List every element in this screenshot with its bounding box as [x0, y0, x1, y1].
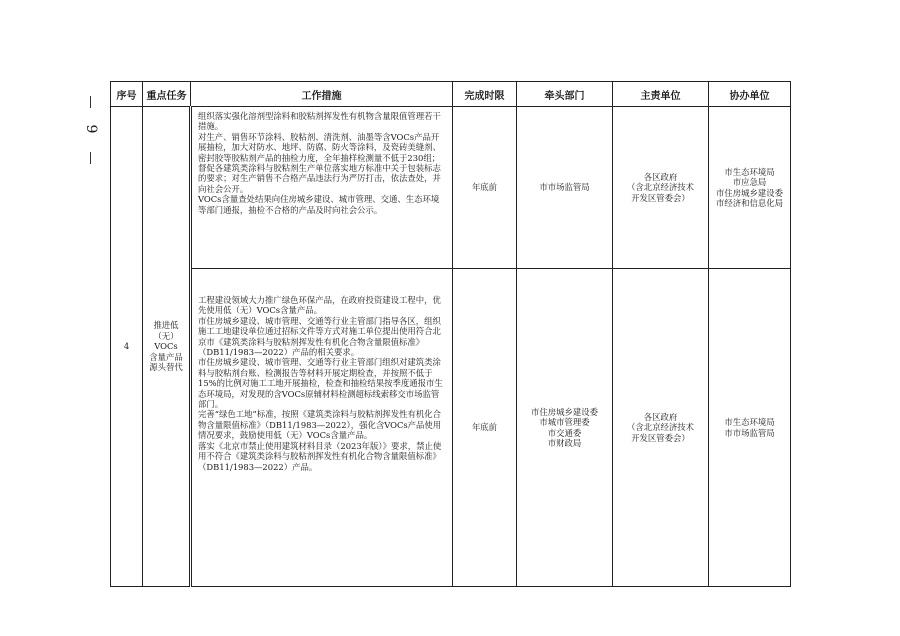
table-row	[111, 107, 791, 269]
task-line: （无）	[153, 330, 179, 341]
assist-unit: 市生态环境局	[724, 166, 775, 177]
lead-cell	[517, 107, 613, 269]
task-cell	[143, 107, 191, 587]
assist-unit: 市住房城乡建设委	[716, 187, 783, 198]
assist-cell	[709, 269, 791, 587]
page-number-marker	[80, 96, 102, 164]
lead-cell	[517, 269, 613, 587]
task-line: 含量产品	[149, 351, 183, 362]
task-table	[110, 81, 791, 587]
responsible-line: （含北京经济技术	[627, 422, 694, 433]
measure-paragraph: 工程建设领域大力推广绿色环保产品，在政府投资建设工程中，优先使用低（无）VOCs含量产品。	[198, 295, 441, 316]
header-lead: 牵头部门	[517, 82, 613, 107]
deadline-cell: 年底前	[453, 269, 517, 587]
measure-paragraph: 对生产、销售环节涂料、胶粘剂、清洗剂、油墨等含VOCs产品开展抽检，加大对防水、地坪、防腐、防火等涂料，及瓷砖美缝剂、密封胶等胶粘剂产品的抽检力度，全年抽样检测量不低于230组；督促各建筑类涂料与胶粘剂生产单位落实地方标准中关于包装标志的要求；对生产销售不合格产品违法行为严厉打击，依法查处，并向社会公开。	[198, 131, 441, 194]
table-row	[111, 269, 791, 587]
assist-unit: 市生态环境局	[724, 417, 775, 428]
lead-dept: 市交通委	[547, 427, 582, 438]
deadline-cell: 年底前	[453, 107, 517, 269]
assist-cell	[709, 107, 791, 269]
header-row	[111, 82, 791, 107]
task-line: 推进低	[153, 320, 179, 331]
measures-cell	[191, 269, 453, 587]
page-number-dash-top	[90, 96, 91, 108]
responsible-cell	[613, 269, 709, 587]
task-line: 源头替代	[149, 362, 183, 373]
lead-dept: 市市场监管局	[539, 182, 590, 193]
assist-unit: 市应急局	[732, 177, 767, 188]
responsible-line: 开发区管委会）	[631, 432, 690, 443]
measure-paragraph: 市住房城乡建设、城市管理、交通等行业主管部门指导各区，组织施工工地建设单位通过招标文件等方式对施工单位提出使用符合北京市《建筑类涂料与胶粘剂挥发性有机化合物含量限值标准》（DB11/1983—2022）产品的相关要求。	[198, 315, 441, 358]
measure-paragraph: 落实《北京市禁止使用建筑材料目录（2023年版）》要求，禁止使用不符合《建筑类涂料与胶粘剂挥发性有机化合物含量限值标准》（DB11/1983—2022）产品。	[198, 440, 442, 472]
measure-paragraph: 完善“绿色工地”标准，按照《建筑类涂料与胶粘剂挥发性有机化合物含量限值标准》（DB11/1983—2022），强化含VOCs产品使用情况要求，鼓励使用低（无）VOCs含量产品。	[198, 409, 442, 441]
header-deadline: 完成时限	[453, 82, 517, 107]
assist-unit: 市市场监管局	[724, 427, 775, 438]
page-number-dash-bottom	[90, 152, 91, 164]
lead-dept: 市住房城乡建设委	[531, 406, 598, 417]
assist-unit: 市经济和信息化局	[716, 197, 783, 208]
responsible-line: （含北京经济技术	[627, 182, 694, 193]
measure-paragraph: 组织落实强化溶剂型涂料和胶粘剂挥发性有机物含量限值管理若干措施。	[198, 111, 441, 132]
task-line: VOCs	[154, 341, 178, 352]
measure-paragraph: VOCs含量查处结果向住房城乡建设、城市管理、交通、生态环境等部门通报，抽检不合格的产品及时向社会公示。	[198, 194, 440, 215]
responsible-line: 开发区管委会）	[631, 192, 690, 203]
measures-cell	[191, 107, 453, 269]
seq-cell: 4	[111, 107, 143, 587]
header-seq: 序号	[111, 82, 143, 107]
header-assist: 协办单位	[709, 82, 791, 107]
header-task: 重点任务	[143, 82, 191, 107]
responsible-cell	[613, 107, 709, 269]
responsible-line: 各区政府	[643, 171, 678, 182]
measure-paragraph: 市住房城乡建设、城市管理、交通等行业主管部门组织对建筑类涂料与胶粘剂台账、检测报告等材料开展定期检查，并按照不低于15%的比例对施工工地开展抽检，检查和抽检结果按季度通报市生态环境局，对发现的含VOCs原辅材料检测超标线索移交市场监管部门。	[198, 357, 443, 410]
header-responsible: 主责单位	[613, 82, 709, 107]
lead-dept: 市财政局	[547, 437, 582, 448]
header-measures: 工作措施	[191, 82, 453, 107]
lead-dept: 市城市管理委	[539, 417, 590, 428]
responsible-line: 各区政府	[643, 411, 678, 422]
page-number: 9	[83, 124, 99, 134]
